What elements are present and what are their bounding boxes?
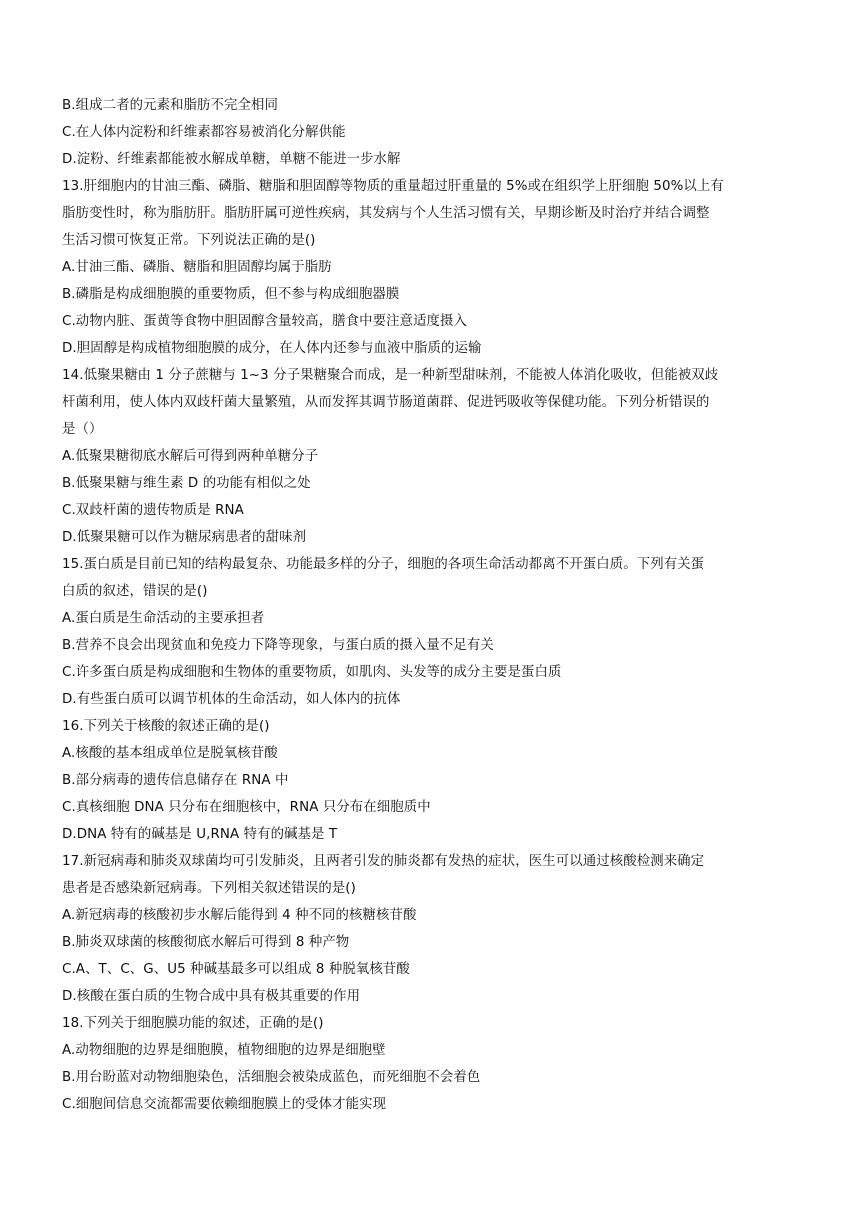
text-line: 脂肪变性时，称为脂肪肝。脂肪肝属可逆性疾病，其发病与个人生活习惯有关，早期诊断及时治疗并结合调整	[62, 206, 710, 221]
text-line: C.A、T、C、G、U5 种碱基最多可以组成 8 种脱氧核苷酸	[62, 962, 410, 977]
text-line: 15.蛋白质是目前已知的结构最复杂、功能最多样的分子，细胞的各项生命活动都离不开蛋白质。下列有关蛋	[62, 557, 705, 572]
text-line: D.胆固醇是构成植物细胞膜的成分，在人体内还参与血液中脂质的运输	[62, 341, 482, 356]
text-line: C.动物内脏、蛋黄等食物中胆固醇含量较高，膳食中要注意适度摄入	[62, 314, 468, 329]
text-line: 白质的叙述，错误的是()	[62, 584, 208, 599]
text-line: C.双歧杆菌的遗传物质是 RNA	[62, 503, 244, 518]
text-line: B.营养不良会出现贫血和免疫力下降等现象，与蛋白质的摄入量不足有关	[62, 638, 494, 653]
document-page	[62, 92, 800, 1118]
text-line: B.组成二者的元素和脂肪不完全相同	[62, 98, 279, 113]
text-line: B.肺炎双球菌的核酸彻底水解后可得到 8 种产物	[62, 935, 350, 950]
text-line: A.动物细胞的边界是细胞膜，植物细胞的边界是细胞壁	[62, 1043, 386, 1058]
text-line: A.新冠病毒的核酸初步水解后能得到 4 种不同的核糖核苷酸	[62, 908, 417, 923]
text-line: 是（）	[62, 422, 103, 437]
text-line: B.部分病毒的遗传信息储存在 RNA 中	[62, 773, 289, 788]
text-line: D.核酸在蛋白质的生物合成中具有极其重要的作用	[62, 989, 361, 1004]
text-line: D.有些蛋白质可以调节机体的生命活动，如人体内的抗体	[62, 692, 401, 707]
text-line: C.许多蛋白质是构成细胞和生物体的重要物质，如肌肉、头发等的成分主要是蛋白质	[62, 665, 562, 680]
text-line: D.淀粉、纤维素都能被水解成单糖，单糖不能进一步水解	[62, 152, 401, 167]
text-line: 16.下列关于核酸的叙述正确的是()	[62, 719, 270, 734]
text-line: 14.低聚果糖由 1 分子蔗糖与 1~3 分子果糖聚合而成，是一种新型甜味剂，不能被人体消化吸收，但能被双歧	[62, 368, 719, 383]
text-line: D.低聚果糖可以作为糖尿病患者的甜味剂	[62, 530, 307, 545]
text-line: A.甘油三酯、磷脂、糖脂和胆固醇均属于脂肪	[62, 260, 332, 275]
text-line: C.真核细胞 DNA 只分布在细胞核中，RNA 只分布在细胞质中	[62, 800, 431, 815]
text-line: 18.下列关于细胞膜功能的叙述，正确的是()	[62, 1016, 324, 1031]
text-line: D.DNA 特有的碱基是 U,RNA 特有的碱基是 T	[62, 827, 338, 842]
text-line: B.用台盼蓝对动物细胞染色，活细胞会被染成蓝色，而死细胞不会着色	[62, 1070, 481, 1085]
text-line: B.低聚果糖与维生素 D 的功能有相似之处	[62, 476, 311, 491]
text-line: 生活习惯可恢复正常。下列说法正确的是()	[62, 233, 316, 248]
text-line: C.在人体内淀粉和纤维素都容易被消化分解供能	[62, 125, 346, 140]
text-line: A.核酸的基本组成单位是脱氧核苷酸	[62, 746, 278, 761]
text-line: A.蛋白质是生命活动的主要承担者	[62, 611, 265, 626]
text-line: 杆菌利用，使人体内双歧杆菌大量繁殖，从而发挥其调节肠道菌群、促进钙吸收等保健功能。下列分析错误的	[62, 395, 710, 410]
text-line: C.细胞间信息交流都需要依赖细胞膜上的受体才能实现	[62, 1097, 387, 1112]
text-line: B.磷脂是构成细胞膜的重要物质，但不参与构成细胞器膜	[62, 287, 400, 302]
text-line: A.低聚果糖彻底水解后可得到两种单糖分子	[62, 449, 319, 464]
text-line: 患者是否感染新冠病毒。下列相关叙述错误的是()	[62, 881, 356, 896]
text-line: 13.肝细胞内的甘油三酯、磷脂、糖脂和胆固醇等物质的重量超过肝重量的 5%或在组织学上肝细胞 50%以上有	[62, 179, 724, 194]
text-line: 17.新冠病毒和肺炎双球菌均可引发肺炎，且两者引发的肺炎都有发热的症状，医生可以通过核酸检测来确定	[62, 854, 705, 869]
